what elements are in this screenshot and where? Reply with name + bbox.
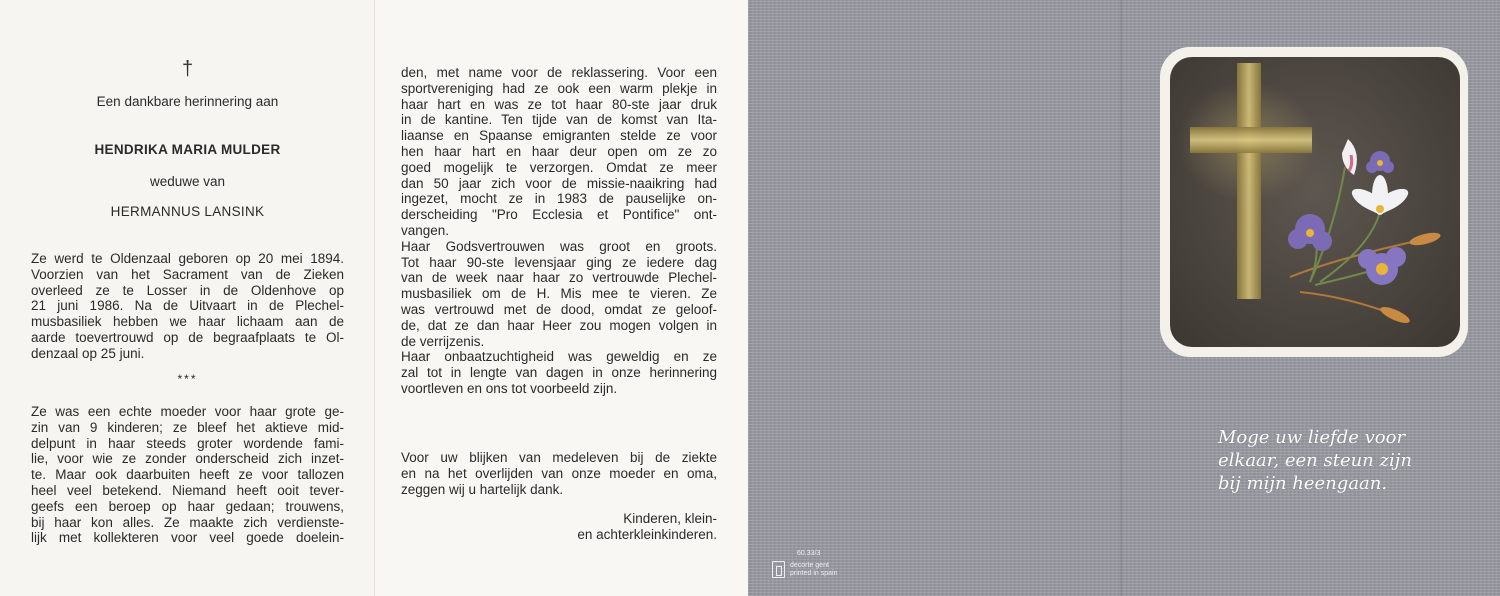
text-line: zin van 9 kinderen; ze bleef het aktieve mid- <box>31 419 344 435</box>
text-line: den, met name voor de reklassering. Voor een <box>401 65 717 80</box>
verse-line: Moge uw liefde voor <box>1218 427 1406 448</box>
text-line: zeggen wij u hartelijk dank. <box>401 481 564 497</box>
printer-info <box>790 562 837 578</box>
intro-line: Een dankbare herinnering aan <box>96 94 279 109</box>
biography-paragraph-3 <box>401 65 717 397</box>
text-line: in de kantine. Ten tijde van de komst van Ita- <box>401 112 717 128</box>
purple-flower-icon <box>1366 151 1394 173</box>
text-line: ingezet, mocht ze in 1983 de pauselijke on- <box>401 191 717 207</box>
text-line: Voor uw blijken van medeleven bij de ziekte <box>401 450 717 465</box>
signature-line: Kinderen, klein- <box>623 511 717 526</box>
text-line: Ze was een echte moeder voor haar grote ge- <box>31 404 344 419</box>
text-line: aarde toevertrouwd op de begraafplaats te Ol- <box>31 329 344 345</box>
text-line: geefs een beroep op haar gedaan; trouwens, <box>31 498 344 514</box>
text-line: sportvereniging had ze ook een warm plekje in <box>401 80 717 96</box>
deceased-name: HENDRIKA MARIA MULDER <box>94 142 281 157</box>
text-line: vangen. <box>401 222 450 238</box>
text-line: overleed ze te Losser in de Oldenhove op <box>31 282 344 298</box>
illustration <box>1170 57 1460 347</box>
text-line: Haar Godsvertrouwen was groot en groots. <box>401 238 717 254</box>
purple-flower-icon <box>1288 214 1332 251</box>
text-line: lie, voor wie ze zonder onderscheid zich inzet- <box>31 451 344 467</box>
text-line: bij haar kon alles. Ze maakte zich verdienste- <box>31 514 344 530</box>
text-line: zal tot in lengte van dagen in onze herinnering <box>401 365 717 381</box>
text-line: de, dat ze dan haar Heer zou mogen volgen in <box>401 317 717 333</box>
verse-line: elkaar, een steun zijn <box>1218 450 1412 471</box>
printer-logo-icon <box>772 561 785 578</box>
biography-paragraph-2 <box>31 404 344 546</box>
thanks-paragraph <box>401 450 717 497</box>
verse <box>1218 426 1458 495</box>
text-line: voortleven en ons tot voorbeeld zijn. <box>401 380 618 396</box>
verse-line: bij mijn heengaan. <box>1218 473 1388 494</box>
text-line: en na het overlijden van onze moeder en oma, <box>401 465 717 481</box>
text-line: de verrijzenis. <box>401 333 485 349</box>
white-flower-icon <box>1348 175 1411 218</box>
cross-symbol: † <box>181 58 194 80</box>
text-line: haar hart en was ze tot haar 80-ste jaar druk <box>401 96 717 112</box>
printer-line: decorte gent <box>790 562 829 569</box>
fold-line <box>1120 0 1122 596</box>
text-line: musbasiliek om de H. Mis mee te vieren. Ze <box>401 286 717 302</box>
husband-name: HERMANNUS LANSINK <box>110 204 265 219</box>
text-line: goed mogelijk te verzorgen. Omdat ze meer <box>401 159 717 175</box>
text-line: denzaal op 25 juni. <box>31 345 145 361</box>
biography-paragraph-1 <box>31 251 344 362</box>
widow-of-line: weduwe van <box>149 174 226 189</box>
signature-line: en achterkleinkinderen. <box>577 527 717 542</box>
text-line: Voorzien van het Sacrament van de Zieken <box>31 266 344 282</box>
text-line: lijk met kollekteren voor veel goede doelein- <box>31 530 344 546</box>
cross-with-flowers-illustration <box>1170 57 1460 347</box>
text-line: musbasiliek hebben we haar lichaam aan de <box>31 314 344 330</box>
purple-flower-icon <box>1358 247 1406 285</box>
printer-line: printed in spain <box>790 570 838 577</box>
text-line: dan 50 jaar zich voor de missie-naaikring had <box>401 175 717 191</box>
text-line: liaanse en Spaanse emigranten stelde ze voor <box>401 128 717 144</box>
separator-stars: *** <box>177 372 198 386</box>
text-line: hen haar hart en haar deur open om ze zo <box>401 143 717 159</box>
text-line: was vertrouwd met de dood, omdat ze geloof- <box>401 301 717 317</box>
printer-code: 60.33/3 <box>797 550 821 557</box>
text-line: Ze werd te Oldenzaal geboren op 20 mei 1894. <box>31 251 344 266</box>
text-line: heel veel betekend. Niemand heeft ooit tever- <box>31 482 344 498</box>
text-line: derscheiding "Pro Ecclesia et Pontifice" ont- <box>401 207 717 223</box>
text-line: delpunt in haar steeds groter wordende fami- <box>31 435 344 451</box>
text-line: Haar onbaatzuchtigheid was geweldig en ze <box>401 349 717 365</box>
text-line: 21 juni 1986. Na de Uitvaart in de Plechel- <box>31 298 344 314</box>
cross-icon <box>1178 63 1318 299</box>
text-line: van de week naar haar zo vertrouwde Plechel- <box>401 270 717 286</box>
family-signature <box>401 511 717 543</box>
text-line: te. Maar ook daarbuiten heeft ze voor tallozen <box>31 467 344 483</box>
text-line: Tot haar 90-ste levensjaar ging ze iedere dag <box>401 254 717 270</box>
